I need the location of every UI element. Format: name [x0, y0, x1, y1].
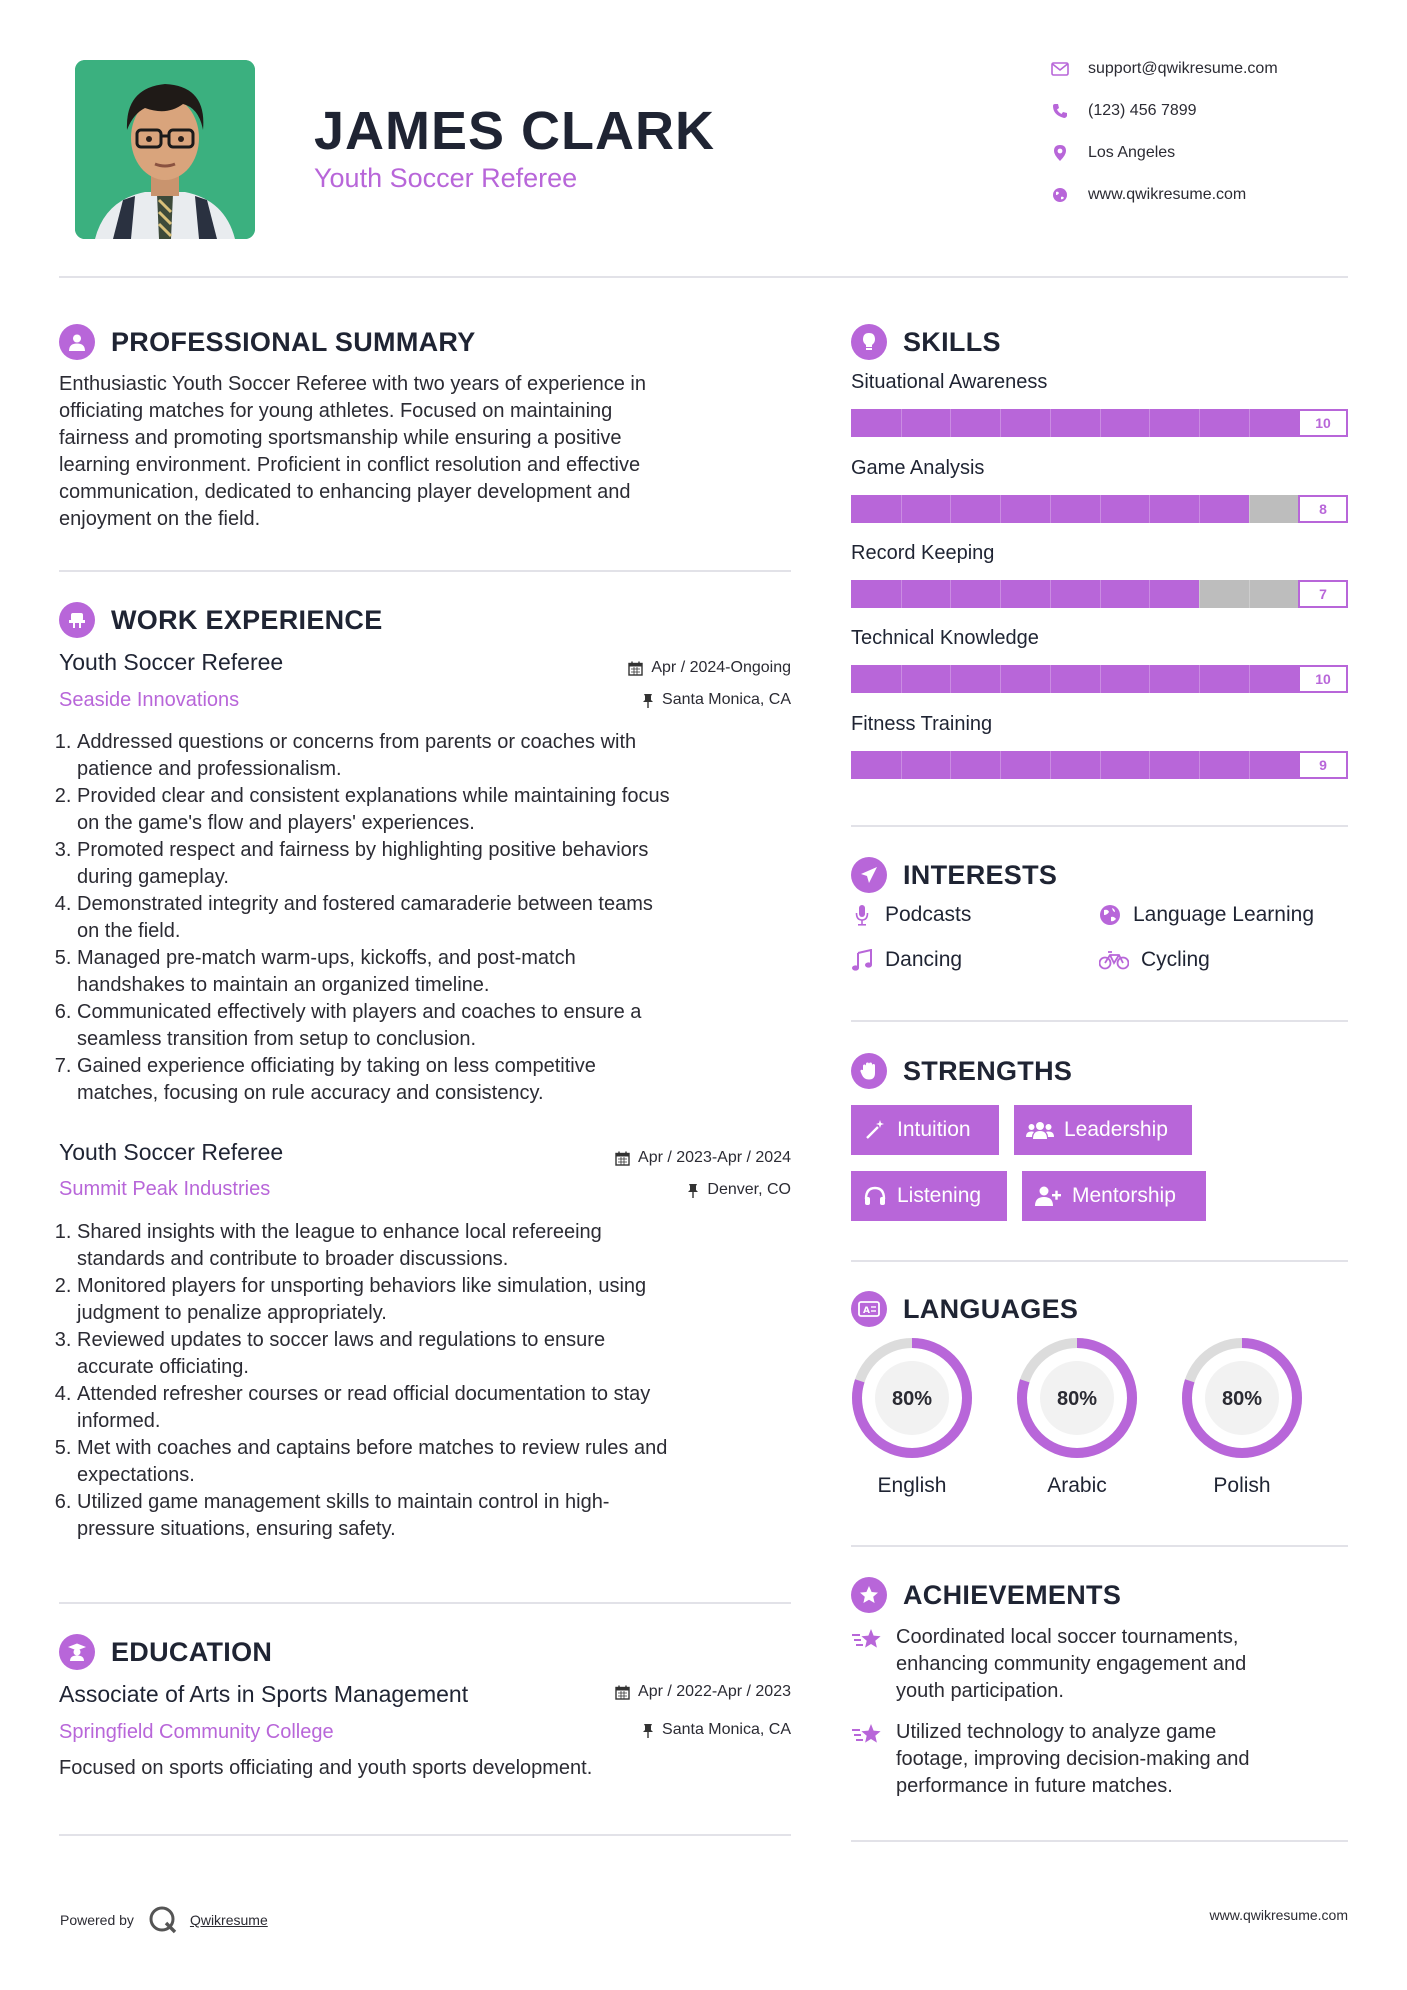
summary-line: learning environment. Proficient in conflict resolution and effective	[59, 454, 641, 476]
powered-by	[60, 1905, 268, 1935]
achievement-item	[896, 1719, 1346, 1800]
bullet-line: 6. Communicated effectively with players and coaches to ensure a	[77, 1001, 642, 1023]
skill-bar-segment	[1249, 580, 1250, 608]
education-dates	[615, 1683, 791, 1701]
skill-bar-segment	[1050, 409, 1051, 437]
strengths-title: STRENGTHS	[903, 1055, 1073, 1086]
interest-label: Language Learning	[1133, 903, 1315, 926]
experience-heading	[59, 602, 383, 638]
skill-bar-segment	[1149, 751, 1150, 779]
skill-bar-segment	[1249, 409, 1250, 437]
bullet-line: on the game's flow and players' experiences.	[77, 812, 475, 834]
summary-line: fairness and promoting sportsmanship while ensuring a positive	[59, 427, 622, 449]
skill-bar	[851, 665, 1348, 693]
languages-heading	[851, 1291, 1078, 1327]
job-company: Seaside Innovations	[59, 689, 240, 711]
list-item	[77, 1489, 799, 1543]
summary-line: communication, dedicated to enhancing player development and	[59, 481, 631, 503]
skill-name: Fitness Training	[851, 713, 993, 735]
skill-bar	[851, 751, 1348, 779]
summary-heading	[59, 324, 476, 360]
candidate-name: JAMES CLARK	[314, 101, 716, 161]
list-item	[77, 837, 799, 891]
job-dates-text: Apr / 2024-Ongoing	[651, 659, 791, 676]
language-percent: 80%	[1221, 1388, 1263, 1410]
skill-bar-segment	[1100, 580, 1101, 608]
skill-bar-segment	[1050, 665, 1051, 693]
skill-bar-segment	[1199, 751, 1200, 779]
languages-divider	[851, 1545, 1348, 1547]
skill-bar-segment	[1050, 751, 1051, 779]
strength-badge	[1022, 1171, 1206, 1221]
hand-icon	[851, 1053, 887, 1089]
language-ring	[1181, 1337, 1303, 1459]
strength-label: Leadership	[1064, 1118, 1168, 1141]
skill-bar-segment	[950, 409, 951, 437]
candidate-role: Youth Soccer Referee	[314, 163, 578, 193]
skill-name: Record Keeping	[851, 542, 995, 564]
skill-bar	[851, 409, 1348, 437]
magic-wand-icon	[863, 1118, 887, 1142]
bullet-line: 3. Reviewed updates to soccer laws and regulations to ensure	[77, 1329, 606, 1351]
skill-name: Game Analysis	[851, 457, 985, 479]
education-divider	[59, 1834, 791, 1836]
achievement-item	[896, 1624, 1346, 1705]
skill-bar-segment	[950, 580, 951, 608]
job-title: Youth Soccer Referee	[59, 649, 284, 675]
summary-line: Enthusiastic Youth Soccer Referee with two years of experience in	[59, 373, 646, 395]
user-plus-icon	[1034, 1184, 1062, 1208]
skill-bar-segment	[1000, 751, 1001, 779]
bullet-line: standards and contribute to broader discussions.	[77, 1248, 509, 1270]
experience-divider	[59, 1602, 791, 1604]
job-location-text: Denver, CO	[707, 1181, 791, 1198]
contact-location-text: Los Angeles	[1088, 144, 1176, 161]
list-item	[77, 945, 799, 999]
skill-bar-segment	[950, 495, 951, 523]
graduate-icon	[59, 1634, 95, 1670]
bullet-line: 2. Monitored players for unsporting behaviors like simulation, using	[77, 1275, 647, 1297]
skill-bar-segment	[1100, 751, 1101, 779]
interests-divider	[851, 1020, 1348, 1022]
achievement-line: enhancing community engagement and	[896, 1653, 1247, 1675]
skill-bar-segment	[1249, 665, 1250, 693]
shooting-star-icon	[851, 1722, 883, 1750]
bicycle-icon	[1099, 949, 1129, 971]
skill-level: 10	[1298, 409, 1348, 437]
skill-bar-segment	[901, 751, 902, 779]
job-location	[687, 1181, 791, 1199]
list-item	[77, 1435, 799, 1489]
skills-divider	[851, 825, 1348, 827]
job-title: Youth Soccer Referee	[59, 1139, 284, 1165]
achievement-line: Coordinated local soccer tournaments,	[896, 1626, 1239, 1648]
skill-bar-segment	[1100, 665, 1101, 693]
star-badge-icon	[851, 1577, 887, 1613]
skill-bar-segment	[1000, 580, 1001, 608]
strengths-heading	[851, 1053, 1072, 1089]
bullet-line: 5. Managed pre-match warm-ups, kickoffs, and post-match	[77, 947, 576, 969]
skill-bar-segment	[1149, 409, 1150, 437]
skill-bar	[851, 580, 1348, 608]
skill-level: 8	[1298, 495, 1348, 523]
pushpin-icon	[687, 1183, 699, 1198]
bullet-line: pressure situations, ensuring safety.	[77, 1518, 396, 1540]
contact-website-text: www.qwikresume.com	[1088, 186, 1247, 203]
job-bullets	[59, 729, 799, 1107]
skill-bar-segment	[1000, 409, 1001, 437]
list-item	[77, 891, 799, 945]
language-name: Polish	[1213, 1474, 1271, 1497]
skill-level: 10	[1298, 665, 1348, 693]
bullet-line: during gameplay.	[77, 866, 229, 888]
language-percent: 80%	[1056, 1388, 1098, 1410]
education-dates-text: Apr / 2022-Apr / 2023	[638, 1683, 791, 1700]
bullet-line: handshakes to maintain an organized timeline.	[77, 974, 490, 996]
calendar-icon	[628, 661, 643, 676]
skill-bar-segment	[901, 495, 902, 523]
achievement-line: footage, improving decision-making and	[896, 1748, 1250, 1770]
skill-bar-segment	[901, 580, 902, 608]
globe-icon	[1050, 185, 1070, 205]
bullet-line: 7. Gained experience officiating by taking on less competitive	[77, 1055, 596, 1077]
education-location-text: Santa Monica, CA	[662, 1721, 791, 1738]
bullet-line: accurate officiating.	[77, 1356, 249, 1378]
list-item	[77, 1381, 799, 1435]
bullet-line: 4. Demonstrated integrity and fostered camaraderie between teams	[77, 893, 653, 915]
school-name: Springfield Community College	[59, 1721, 334, 1743]
strength-label: Mentorship	[1072, 1184, 1176, 1207]
list-item	[77, 1273, 799, 1327]
skill-bar-segment	[950, 751, 951, 779]
education-location	[642, 1721, 791, 1739]
globe-icon	[1099, 904, 1121, 926]
skill-bar	[851, 495, 1348, 523]
language-name: Arabic	[1047, 1474, 1107, 1497]
contact-phone[interactable]	[1050, 101, 1197, 121]
skills-title: SKILLS	[903, 326, 1001, 357]
skill-name: Situational Awareness	[851, 371, 1048, 393]
skill-bar-segment	[950, 665, 951, 693]
skill-bar-segment	[1050, 495, 1051, 523]
summary-line: officiating matches for young athletes. Focused on maintaining	[59, 400, 613, 422]
interest-item	[1099, 948, 1210, 972]
skill-level: 9	[1298, 751, 1348, 779]
job-location	[642, 691, 791, 709]
bullet-line: informed.	[77, 1410, 161, 1432]
headphones-icon	[863, 1184, 887, 1208]
contact-email[interactable]	[1050, 59, 1278, 79]
education-heading	[59, 1634, 272, 1670]
bullet-line: 1. Addressed questions or concerns from parents or coaches with	[77, 731, 637, 753]
skill-bar-segment	[1100, 409, 1101, 437]
summary-line: enjoyment on the field.	[59, 508, 261, 530]
list-item	[77, 729, 799, 783]
degree-title: Associate of Arts in Sports Management	[59, 1681, 469, 1707]
language-ring	[1016, 1337, 1138, 1459]
job-location-text: Santa Monica, CA	[662, 691, 791, 708]
strength-badge	[851, 1105, 999, 1155]
achievement-line: Utilized technology to analyze game	[896, 1721, 1217, 1743]
users-icon	[1026, 1118, 1054, 1142]
list-item	[77, 1219, 799, 1273]
achievement-line: performance in future matches.	[896, 1775, 1173, 1797]
skill-bar-segment	[901, 665, 902, 693]
contact-location	[1050, 143, 1175, 163]
skill-name: Technical Knowledge	[851, 627, 1039, 649]
skill-level: 7	[1298, 580, 1348, 608]
bullet-line: patience and professionalism.	[77, 758, 342, 780]
bullet-line: 5. Met with coaches and captains before matches to review rules and	[77, 1437, 668, 1459]
paper-plane-icon	[851, 857, 887, 893]
skill-bar-segment	[1100, 495, 1101, 523]
skill-bar-segment	[1249, 751, 1250, 779]
strength-label: Intuition	[897, 1118, 971, 1141]
strengths-divider	[851, 1260, 1348, 1262]
interest-item	[851, 948, 962, 972]
job-dates-text: Apr / 2023-Apr / 2024	[638, 1149, 791, 1166]
pushpin-icon	[642, 693, 654, 708]
bullet-line: 2. Provided clear and consistent explanations while maintaining focus	[77, 785, 670, 807]
achievement-line: youth participation.	[896, 1680, 1064, 1702]
strength-label: Listening	[897, 1184, 982, 1207]
languages-title: LANGUAGES	[903, 1293, 1079, 1324]
skill-bar-segment	[901, 409, 902, 437]
education-description: Focused on sports officiating and youth sports development.	[59, 1757, 593, 1779]
profile-photo	[75, 60, 255, 239]
interest-label: Dancing	[885, 948, 963, 971]
interest-item	[1099, 903, 1314, 927]
footer-website[interactable]: www.qwikresume.com	[1209, 1907, 1348, 1923]
interests-title: INTERESTS	[903, 859, 1058, 890]
user-icon	[59, 324, 95, 360]
list-item	[77, 783, 799, 837]
bullet-line: 3. Promoted respect and fairness by highlighting positive behaviors	[77, 839, 649, 861]
skills-heading	[851, 324, 1001, 360]
language-icon	[851, 1291, 887, 1327]
contact-phone-text: (123) 456 7899	[1088, 102, 1197, 119]
contact-website[interactable]	[1050, 185, 1246, 205]
summary-text	[59, 371, 799, 533]
skill-bar-fill	[851, 751, 1298, 779]
interest-item	[851, 903, 971, 927]
interest-label: Cycling	[1141, 948, 1210, 971]
skill-bar-segment	[1199, 665, 1200, 693]
strength-badge	[1014, 1105, 1192, 1155]
briefcase-icon	[59, 602, 95, 638]
education-title: EDUCATION	[111, 1636, 273, 1667]
interest-label: Podcasts	[885, 903, 972, 926]
skill-bar-segment	[1199, 580, 1200, 608]
job-dates	[615, 1149, 791, 1167]
job-company: Summit Peak Industries	[59, 1178, 271, 1200]
job-dates	[628, 659, 791, 677]
bullet-line: 4. Attended refresher courses or read official documentation to stay	[77, 1383, 651, 1405]
powered-by-label: Powered by	[60, 1912, 134, 1928]
bullet-line: seamless transition from setup to conclusion.	[77, 1028, 477, 1050]
calendar-icon	[615, 1151, 630, 1166]
microphone-icon	[851, 904, 873, 926]
skill-bar-segment	[1249, 495, 1250, 523]
job-bullets	[59, 1219, 799, 1543]
bullet-line: judgment to penalize appropriately.	[77, 1302, 387, 1324]
pushpin-icon	[642, 1723, 654, 1738]
language-ring	[851, 1337, 973, 1459]
svg-text:A: A	[863, 1306, 870, 1316]
qwikresume-logo-icon	[148, 1905, 178, 1935]
summary-divider	[59, 570, 791, 572]
shooting-star-icon	[851, 1627, 883, 1655]
contact-email-text: support@qwikresume.com	[1088, 60, 1278, 77]
skill-bar-segment	[1149, 495, 1150, 523]
bullet-line: expectations.	[77, 1464, 195, 1486]
music-note-icon	[851, 949, 873, 971]
qwikresume-link[interactable]: Qwikresume	[189, 1912, 268, 1928]
skill-bar-segment	[1000, 495, 1001, 523]
achievements-title: ACHIEVEMENTS	[903, 1579, 1122, 1610]
phone-icon	[1050, 101, 1070, 121]
list-item	[77, 1327, 799, 1381]
summary-title: PROFESSIONAL SUMMARY	[111, 326, 476, 357]
skill-bar-segment	[1000, 665, 1001, 693]
strength-badge	[851, 1171, 1007, 1221]
skill-bar-segment	[1149, 665, 1150, 693]
language-percent: 80%	[891, 1388, 933, 1410]
bullet-line: 6. Utilized game management skills to maintain control in high-	[77, 1491, 610, 1513]
list-item	[77, 1053, 799, 1107]
lightbulb-icon	[851, 324, 887, 360]
skill-bar-fill	[851, 580, 1199, 608]
interests-heading	[851, 857, 1057, 893]
achievements-heading	[851, 1577, 1121, 1613]
language-name: English	[877, 1474, 947, 1497]
envelope-icon	[1050, 59, 1070, 79]
skill-bar-segment	[1050, 580, 1051, 608]
list-item	[77, 999, 799, 1053]
header-divider	[59, 276, 1348, 278]
skill-bar-segment	[1149, 580, 1150, 608]
skill-bar-segment	[1199, 409, 1200, 437]
bullet-line: 1. Shared insights with the league to enhance local refereeing	[77, 1221, 602, 1243]
bullet-line: on the field.	[77, 920, 181, 942]
calendar-icon	[615, 1685, 630, 1700]
experience-title: WORK EXPERIENCE	[111, 604, 383, 635]
bullet-line: matches, focusing on rule accuracy and consistency.	[77, 1082, 544, 1104]
skill-bar-segment	[1199, 495, 1200, 523]
achievements-divider	[851, 1840, 1348, 1842]
location-pin-icon	[1050, 143, 1070, 163]
